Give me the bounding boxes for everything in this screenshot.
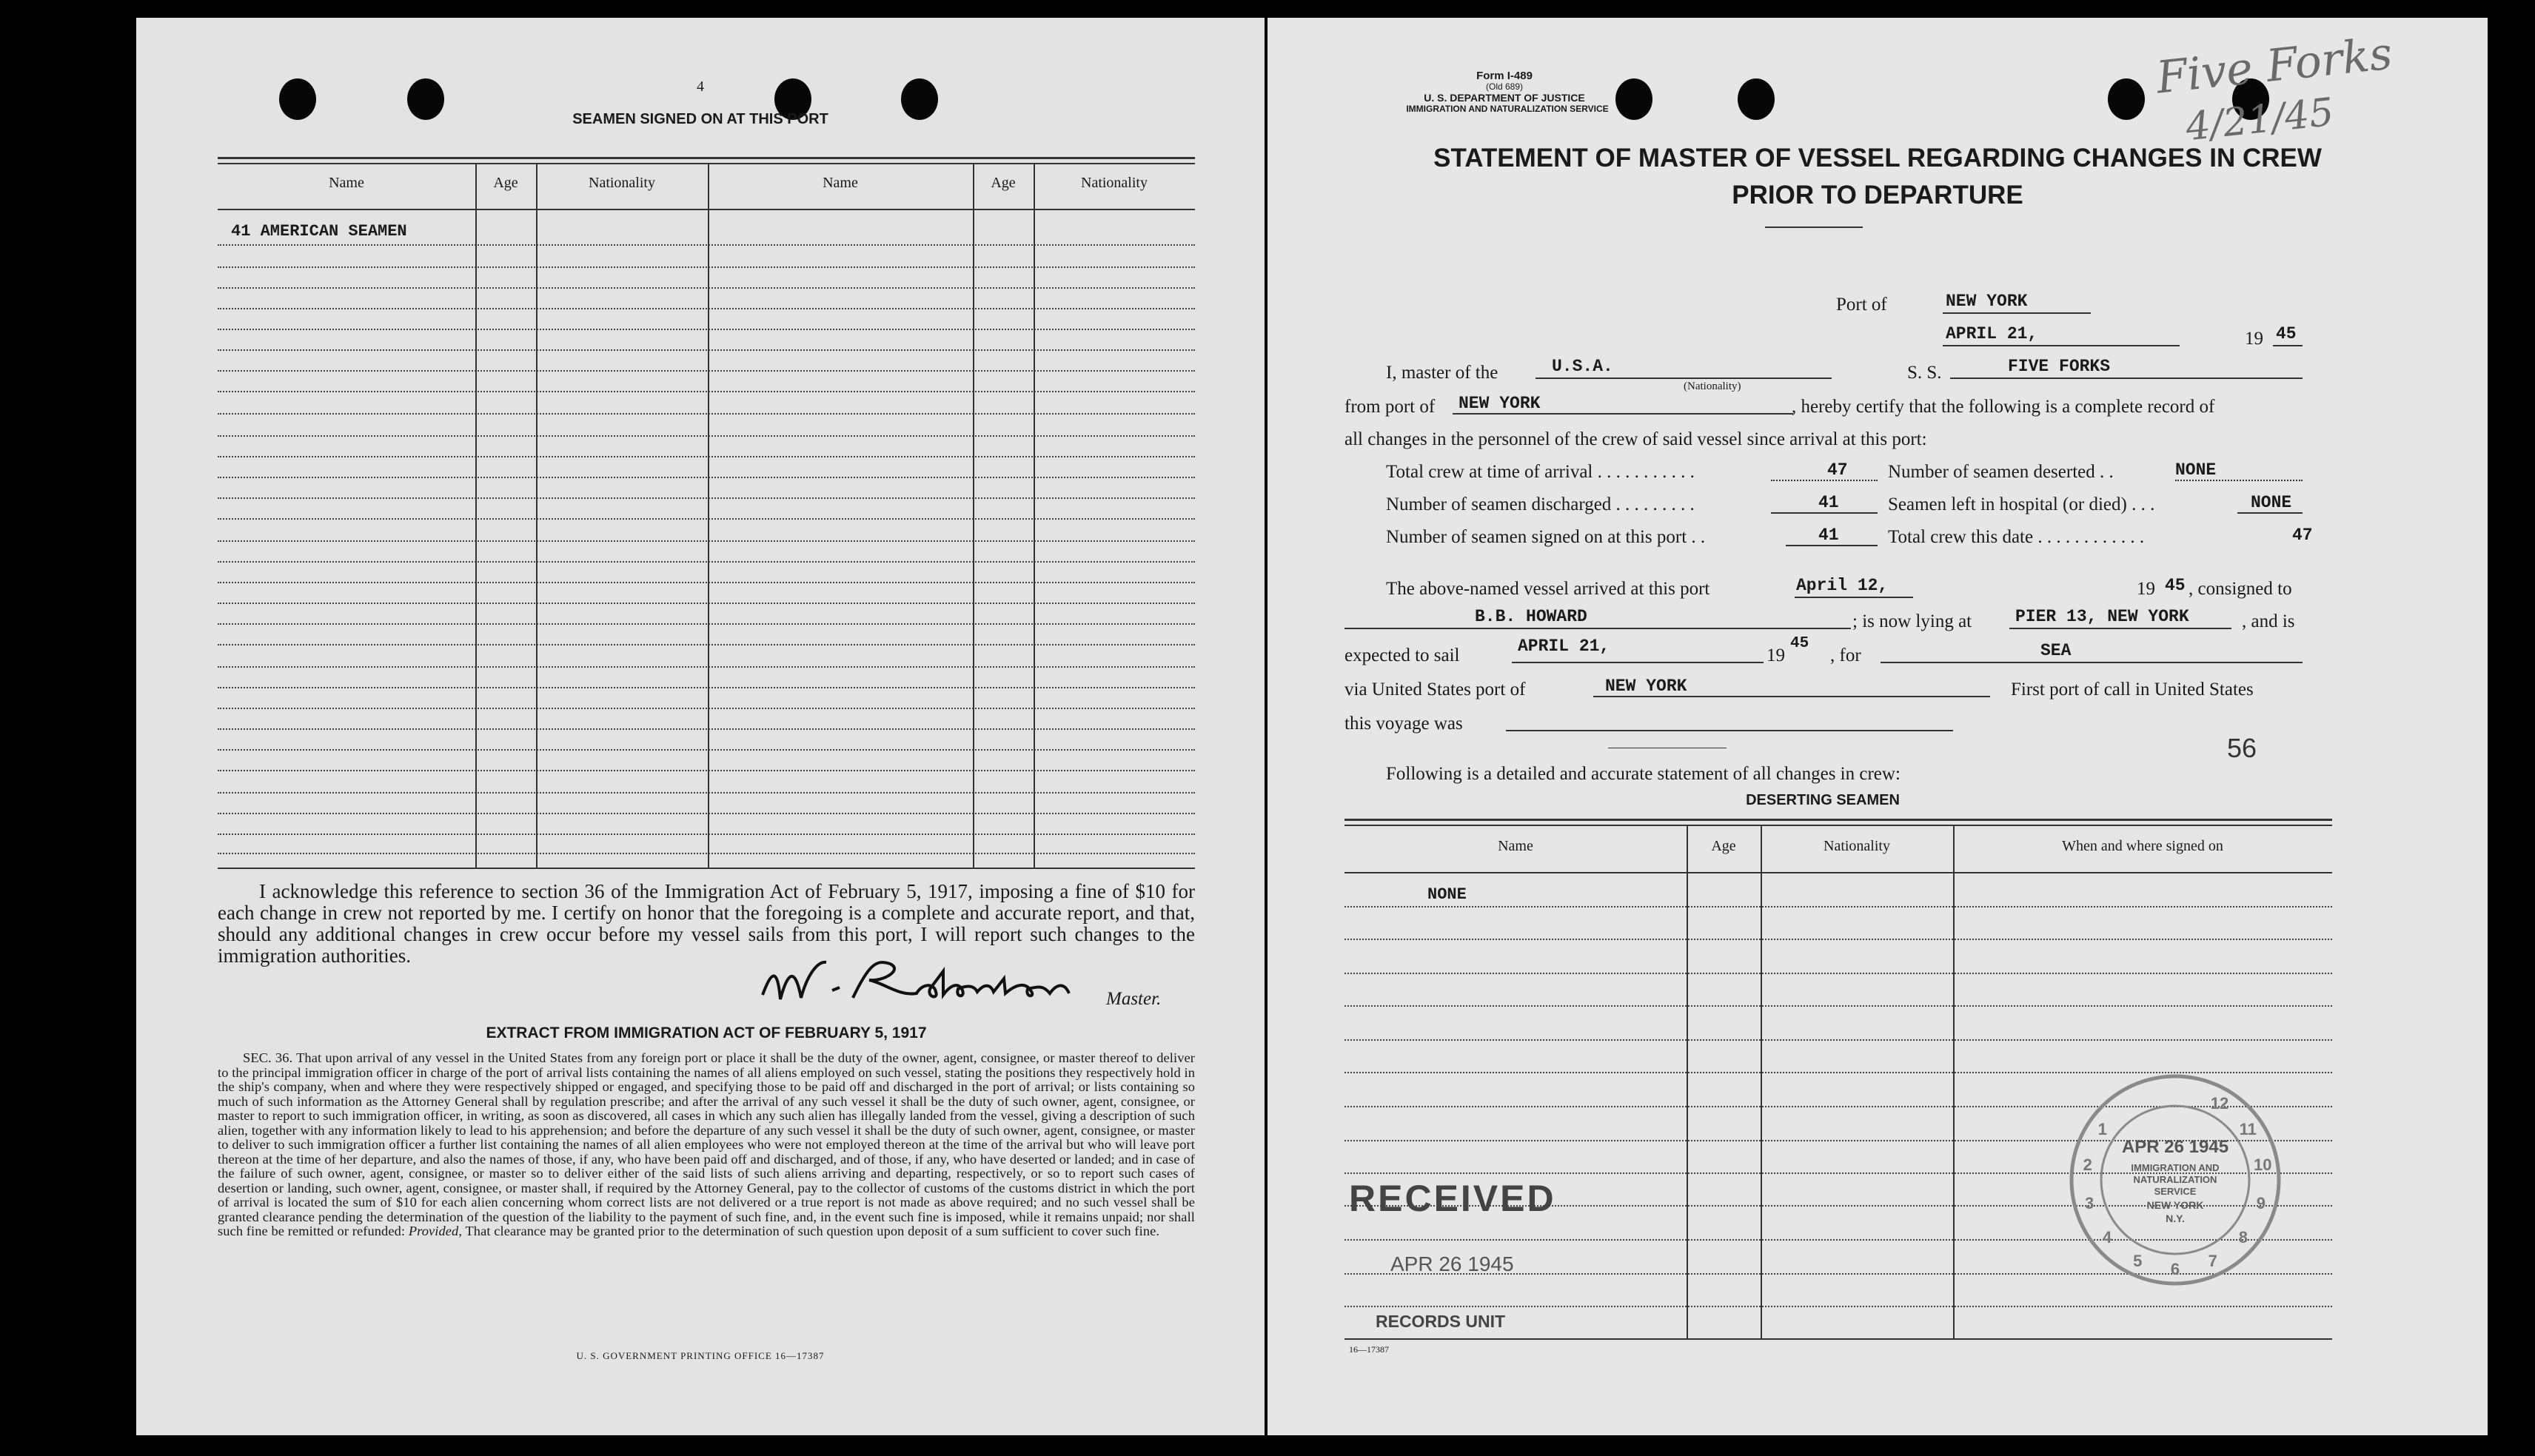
total-today-label: Total crew this date . . . . . . . . . . . . xyxy=(1888,527,2145,547)
department-name: U. S. DEPARTMENT OF JUSTICE xyxy=(1424,92,1585,104)
column-divider xyxy=(536,163,538,868)
year-prefix: 19 xyxy=(2245,329,2263,349)
round-date-stamp xyxy=(2064,1069,2286,1291)
following-text: Following is a detailed and accurate statement of all changes in crew: xyxy=(1386,764,1901,784)
row-rule xyxy=(218,749,1195,751)
discharged-label: Number of seamen discharged . . . . . . . . . xyxy=(1386,494,1695,514)
master-label: Master. xyxy=(1106,989,1162,1009)
deserting-header-age: Age xyxy=(1711,838,1736,854)
date-value: APRIL 21, xyxy=(1946,324,2038,343)
form-number: Form I-489 xyxy=(1476,70,1533,82)
received-stamp: RECEIVED xyxy=(1349,1178,1556,1219)
handwritten-date-note: 4/21/45 xyxy=(2183,90,2337,150)
table-bottom-rule xyxy=(218,868,1195,869)
certify-text: , hereby certify that the following is a complete record of xyxy=(1792,397,2215,417)
column-header-name: Name xyxy=(329,175,364,191)
row-rule xyxy=(1344,973,2332,974)
deserting-table-top xyxy=(1344,819,2332,821)
arrived-year-prefix: 19 xyxy=(2137,579,2155,599)
extract-end: That clearance may be granted prior to the determination of such question upon deposit of a sum sufficient to cover such fine. xyxy=(465,1224,1160,1238)
year-value: 45 xyxy=(2276,324,2297,343)
all-changes-text: all changes in the personnel of the crew of said vessel since arrival at this port: xyxy=(1344,429,1927,449)
row-rule xyxy=(218,518,1195,520)
signed-on-label: Number of seamen signed on at this port . . xyxy=(1386,527,1706,547)
row-rule xyxy=(1344,939,2332,940)
round-stamp-digit: 3 xyxy=(2084,1194,2094,1213)
row-rule xyxy=(218,708,1195,709)
consigned-label: , consigned to xyxy=(2189,579,2292,599)
deserting-column-divider xyxy=(1953,825,1955,1338)
row-rule xyxy=(218,308,1195,309)
sail-year-prefix: 19 xyxy=(1767,645,1785,665)
column-header-nationality: Nationality xyxy=(1081,175,1148,191)
received-date: APR 26 1945 xyxy=(1390,1252,1514,1275)
round-stamp-digit: 12 xyxy=(2210,1094,2229,1113)
acknowledgment-text: I acknowledge this reference to section 36 of the Immigration Act of February 5, 1917, imposing a fine of $10 for each change in crew not reported by me. I certify on honor that the foregoing is a complete and accurate report, and that, should any additional changes in crew occur before my vessel sails from this port, I will report such changes to the immigration authorities. xyxy=(218,880,1195,967)
printer-line: U. S. GOVERNMENT PRINTING OFFICE 16—17387 xyxy=(576,1350,825,1361)
column-divider xyxy=(973,163,974,868)
round-stamp-digit: 1 xyxy=(2097,1120,2107,1139)
row-rule xyxy=(218,456,1195,457)
table-top-rule xyxy=(218,163,1195,164)
total-crew-arrival-value: 47 xyxy=(1827,460,1848,480)
total-today-value: 47 xyxy=(2292,526,2313,545)
round-stamp-digit: 6 xyxy=(2170,1260,2180,1278)
row-rule xyxy=(218,329,1195,330)
table-top-rule xyxy=(218,157,1195,159)
date-underline xyxy=(1943,345,2180,346)
row-rule xyxy=(218,792,1195,794)
title-rule xyxy=(1765,227,1863,228)
signed-on-value: 41 xyxy=(1818,526,1839,545)
row-rule xyxy=(1344,1039,2332,1041)
sail-year-value: 45 xyxy=(1790,635,1809,652)
row-rule xyxy=(218,497,1195,499)
column-header-age: Age xyxy=(493,175,518,191)
from-port-value: NEW YORK xyxy=(1459,394,1541,413)
stat-underline xyxy=(2175,480,2303,481)
row-rule xyxy=(218,287,1195,289)
sail-date-underline xyxy=(1512,662,1764,663)
row-rule xyxy=(1344,1005,2332,1007)
column-divider xyxy=(475,163,477,868)
stat-underline xyxy=(2237,512,2303,514)
destination-value: SEA xyxy=(2040,641,2072,660)
handwritten-vessel-note: Five Forks xyxy=(2154,27,2395,104)
sail-date-value: APRIL 21, xyxy=(1518,637,1610,656)
column-divider xyxy=(708,163,709,868)
row-rule xyxy=(218,435,1195,437)
form-title: STATEMENT OF MASTER OF VESSEL REGARDING CHANGES IN CREW xyxy=(1433,144,2322,172)
deserted-label: Number of seamen deserted . . xyxy=(1888,462,2114,482)
lying-at-value: PIER 13, NEW YORK xyxy=(2015,607,2189,626)
discharged-value: 41 xyxy=(1818,493,1839,512)
via-port-underline xyxy=(1593,696,1990,697)
and-is-text: , and is xyxy=(2242,611,2295,631)
service-name: IMMIGRATION AND NATURALIZATION SERVICE xyxy=(1406,104,1609,114)
round-stamp-line: NATURALIZATION xyxy=(2133,1174,2217,1185)
row-rule xyxy=(218,370,1195,372)
master-label: I, master of the xyxy=(1386,363,1498,383)
table-row-name: 41 AMERICAN SEAMEN xyxy=(231,222,407,241)
round-stamp-date: APR 26 1945 xyxy=(2121,1137,2229,1157)
printer-code: 16—17387 xyxy=(1349,1344,1389,1355)
left-page xyxy=(136,18,1265,1435)
form-subtitle: PRIOR TO DEPARTURE xyxy=(1732,181,2023,209)
round-stamp-digit: 8 xyxy=(2238,1228,2248,1247)
nationality-underline xyxy=(1536,378,1832,379)
master-signature xyxy=(758,956,1158,1008)
deserting-column-divider xyxy=(1761,825,1762,1338)
deserting-table-header-rule xyxy=(1344,872,2332,873)
round-stamp-line: N.Y. xyxy=(2166,1212,2185,1224)
vessel-name-value: FIVE FORKS xyxy=(2008,357,2111,376)
row-rule xyxy=(1344,906,2332,908)
column-divider xyxy=(1034,163,1035,868)
row-rule xyxy=(218,853,1195,854)
round-stamp-digit: 9 xyxy=(2256,1194,2266,1213)
deserting-title: DESERTING SEAMEN xyxy=(1746,792,1900,808)
year-underline xyxy=(2273,345,2303,346)
from-port-label: from port of xyxy=(1344,397,1436,417)
arrived-date-underline xyxy=(1795,597,1913,598)
row-rule xyxy=(218,644,1195,645)
vessel-name-underline xyxy=(1950,378,2303,379)
extract-text xyxy=(218,1051,1195,1239)
stat-underline xyxy=(1786,545,1878,546)
row-rule xyxy=(218,687,1195,688)
row-rule xyxy=(218,266,1195,268)
extract-proviso: Provided, xyxy=(408,1224,463,1238)
nationality-caption: (Nationality) xyxy=(1684,380,1741,392)
round-stamp-digit: 10 xyxy=(2253,1155,2272,1175)
extract-section: SEC. 36. xyxy=(243,1050,293,1065)
row-rule xyxy=(218,582,1195,583)
round-stamp-digit: 5 xyxy=(2133,1251,2143,1270)
deserting-column-divider xyxy=(1687,825,1688,1338)
deserting-header-signed-on: When and where signed on xyxy=(2062,838,2223,854)
row-rule xyxy=(1344,1306,2332,1307)
port-of-underline xyxy=(1943,312,2091,314)
deserting-table-bottom xyxy=(1344,1338,2332,1340)
round-stamp-digit: 7 xyxy=(2208,1251,2217,1270)
hospital-value: NONE xyxy=(2251,493,2292,512)
arrived-date-value: April 12, xyxy=(1796,576,1889,595)
extract-body: That upon arrival of any vessel in the United States from any foreign port or place it shall be the duty of the owner, agent, consignee, or master thereof to deliver to the principal immigration officer in charge of the port of arrival lists containing the names of all aliens employed on such vessel, stating the positions they respectively hold in the ship's company, when and where they were respectively shipped or engaged, and specifying those to be paid off and discharged in the port of arrival; or lists containing so much of such information as the Attorney General shall by regulation prescribe; and after the arrival of any such vessel it shall be the duty of such owner, agent, consignee, or master to report to such immigration officer, in writing, as soon as discovered, all cases in which any such alien has illegally landed from the vessel, giving a description of such alien, together with any information likely to lead to his apprehension; and before the departure of any such vessel it shall be the duty of such owner, agent, consignee, or master to deliver to such immigration officer a further list containing the names of all alien employees who were not employed thereon at the time of the arrival but who will leave port thereon at the time of her departure, and also the names of those, if any, who have been paid off and discharged, and of those, if any, who have deserted or landed; and in case of the failure of such owner, agent, consignee, or master so to deliver either of the said lists of such aliens arriving and departing, respectively, or so to report such cases of desertion or landing, such owner, agent, consignee, or master shall, if required by the Attorney General, pay to the collector of customs of the customs district in which the port of arrival is located the sum of $10 for each alien concerning whom correct lists are not delivered or a true report is not made as above required; and no such vessel shall be granted clearance pending the determination of the question of the liability to the payment of such fine, and, in the event such fine is imposed, while it remains unpaid; nor shall such fine be remitted or refunded: xyxy=(218,1050,1196,1238)
column-header-name: Name xyxy=(823,175,858,191)
page-number: 4 xyxy=(697,78,704,95)
consignee-value: B.B. HOWARD xyxy=(1475,607,1587,626)
arrived-year-value: 45 xyxy=(2165,576,2186,595)
destination-underline xyxy=(1881,662,2303,663)
total-crew-arrival-label: Total crew at time of arrival . . . . . . . . . . . xyxy=(1386,462,1695,482)
hospital-label: Seamen left in hospital (or died) . . . xyxy=(1888,494,2155,514)
row-rule xyxy=(218,728,1195,730)
port-of-value: NEW YORK xyxy=(1946,292,2028,311)
nationality-value: U.S.A. xyxy=(1552,357,1613,376)
deserting-header-name: Name xyxy=(1498,838,1533,854)
row-rule xyxy=(218,603,1195,604)
row-rule xyxy=(218,540,1195,542)
stat-underline xyxy=(1771,512,1878,514)
round-stamp-line: SERVICE xyxy=(2154,1186,2197,1197)
pencil-number: 56 xyxy=(2227,733,2257,763)
row-rule xyxy=(218,833,1195,835)
lying-label: ; is now lying at xyxy=(1852,611,1972,631)
row-rule xyxy=(218,561,1195,563)
old-form-number: (Old 689) xyxy=(1485,81,1524,92)
punch-hole xyxy=(1738,78,1775,120)
row-rule xyxy=(218,813,1195,814)
row-rule xyxy=(218,244,1195,246)
consignee-underline xyxy=(1344,628,1851,629)
for-label: , for xyxy=(1830,645,1861,665)
round-stamp-line: IMMIGRATION AND xyxy=(2131,1162,2220,1173)
row-rule xyxy=(218,391,1195,392)
voyage-underline xyxy=(1506,730,1953,731)
punch-hole xyxy=(2108,78,2145,120)
deserting-header-nationality: Nationality xyxy=(1824,838,1890,854)
deserted-value: NONE xyxy=(2175,460,2217,480)
expected-label: expected to sail xyxy=(1344,645,1460,665)
row-rule xyxy=(218,770,1195,771)
first-port-label: First port of call in United States xyxy=(2011,680,2254,700)
row-rule xyxy=(218,623,1195,625)
via-port-value: NEW YORK xyxy=(1605,677,1687,696)
column-header-age: Age xyxy=(991,175,1016,191)
row-rule xyxy=(218,666,1195,668)
round-stamp-digit: 4 xyxy=(2102,1228,2112,1247)
deserting-table-top xyxy=(1344,825,2332,826)
records-unit-stamp: RECORDS UNIT xyxy=(1376,1312,1506,1331)
round-stamp-digit: 2 xyxy=(2083,1155,2092,1175)
from-port-underline xyxy=(1453,413,1793,415)
stat-underline xyxy=(1771,480,1878,481)
deserting-row-name: NONE xyxy=(1427,885,1467,904)
round-stamp-line: NEW YORK xyxy=(2146,1199,2204,1211)
section-title: SEAMEN SIGNED ON AT THIS PORT xyxy=(572,111,828,127)
arrived-label: The above-named vessel arrived at this port xyxy=(1386,579,1710,599)
row-rule xyxy=(218,477,1195,478)
via-label: via United States port of xyxy=(1344,680,1526,700)
row-rule xyxy=(218,413,1195,415)
ss-label: S. S. xyxy=(1907,363,1942,383)
extract-title: EXTRACT FROM IMMIGRATION ACT OF FEBRUARY 5, 1917 xyxy=(486,1024,927,1041)
row-rule xyxy=(218,349,1195,351)
column-header-nationality: Nationality xyxy=(589,175,655,191)
right-page xyxy=(1268,18,2488,1435)
voyage-label: this voyage was xyxy=(1344,714,1463,734)
port-of-label: Port of xyxy=(1836,295,1887,315)
lying-at-underline xyxy=(2009,628,2231,629)
table-header-rule xyxy=(218,209,1195,210)
round-stamp-digit: 11 xyxy=(2239,1120,2257,1139)
